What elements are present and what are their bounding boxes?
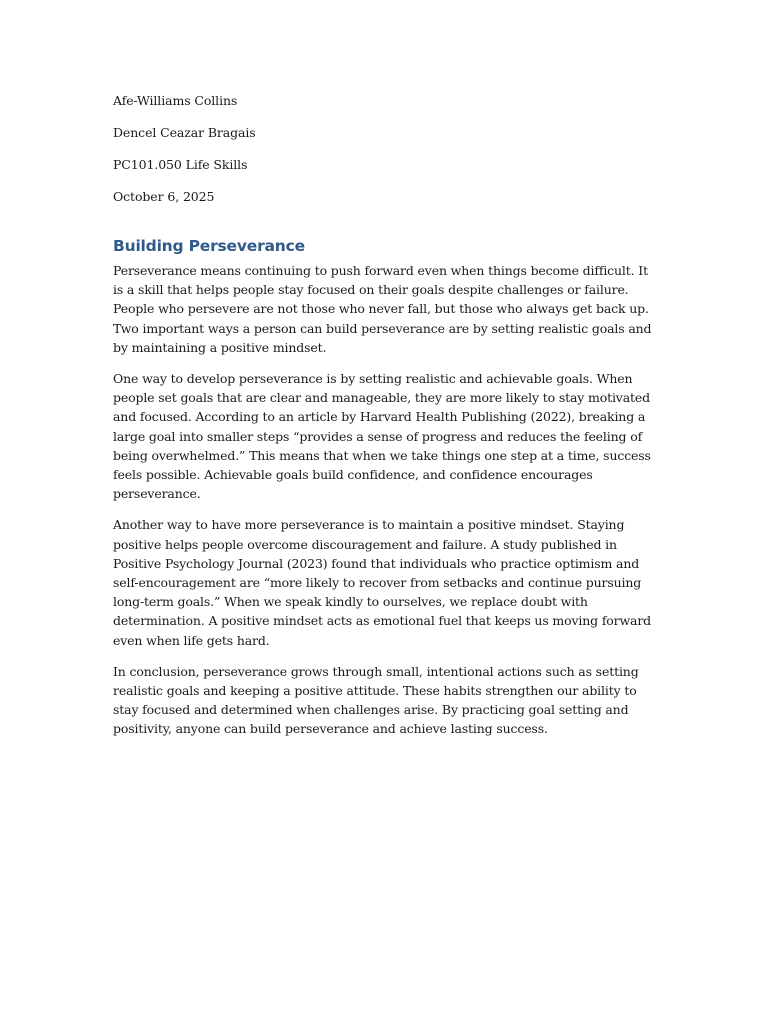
submission-date: October 6, 2025 <box>113 189 215 204</box>
paragraph-intro: Perseverance means continuing to push forward even when things become difficult. It is a skill that helps people stay focused on their goals despite challenges or failure. People who persevere are not those who never fall, but those who always get back up. Two important ways a person can build perseverance are by setting realistic goals and by maintaining a positive mindset. <box>113 263 652 355</box>
document-title: Building Perseverance <box>113 237 305 255</box>
paragraph-mindset: Another way to have more perseverance is to maintain a positive mindset. Staying positive helps people overcome discouragement and failure. A study published in Positive Psychology Journal (2023) found that individuals who practice optimism and self-encouragement are “more likely to recover from setbacks and continue pursuing long-term goals.” When we speak kindly to ourselves, we replace doubt with determination. A positive mindset acts as emotional fuel that keeps us moving forward even when life gets hard. <box>113 517 652 648</box>
course-name: PC101.050 Life Skills <box>113 157 248 172</box>
paragraph-conclusion: In conclusion, perseverance grows through small, intentional actions such as setting realistic goals and keeping a positive attitude. These habits strengthen our ability to stay focused and determined when challenges arise. By practicing goal setting and positivity, anyone can build perseverance and achieve lasting success. <box>113 663 639 737</box>
paragraph-goals: One way to develop perseverance is by setting realistic and achievable goals. When people set goals that are clear and manageable, they are more likely to stay motivated and focused. According to an article by Harvard Health Publishing (2022), breaking a large goal into smaller steps “provides a sense of progress and reduces the feeling of being overwhelmed.” This means that when we take things one step at a time, success feels possible. Achievable goals build confidence, and confidence encourages perseverance. <box>113 371 651 502</box>
author-name: Afe-Williams Collins <box>113 93 238 108</box>
instructor-name: Dencel Ceazar Bragais <box>113 125 256 140</box>
